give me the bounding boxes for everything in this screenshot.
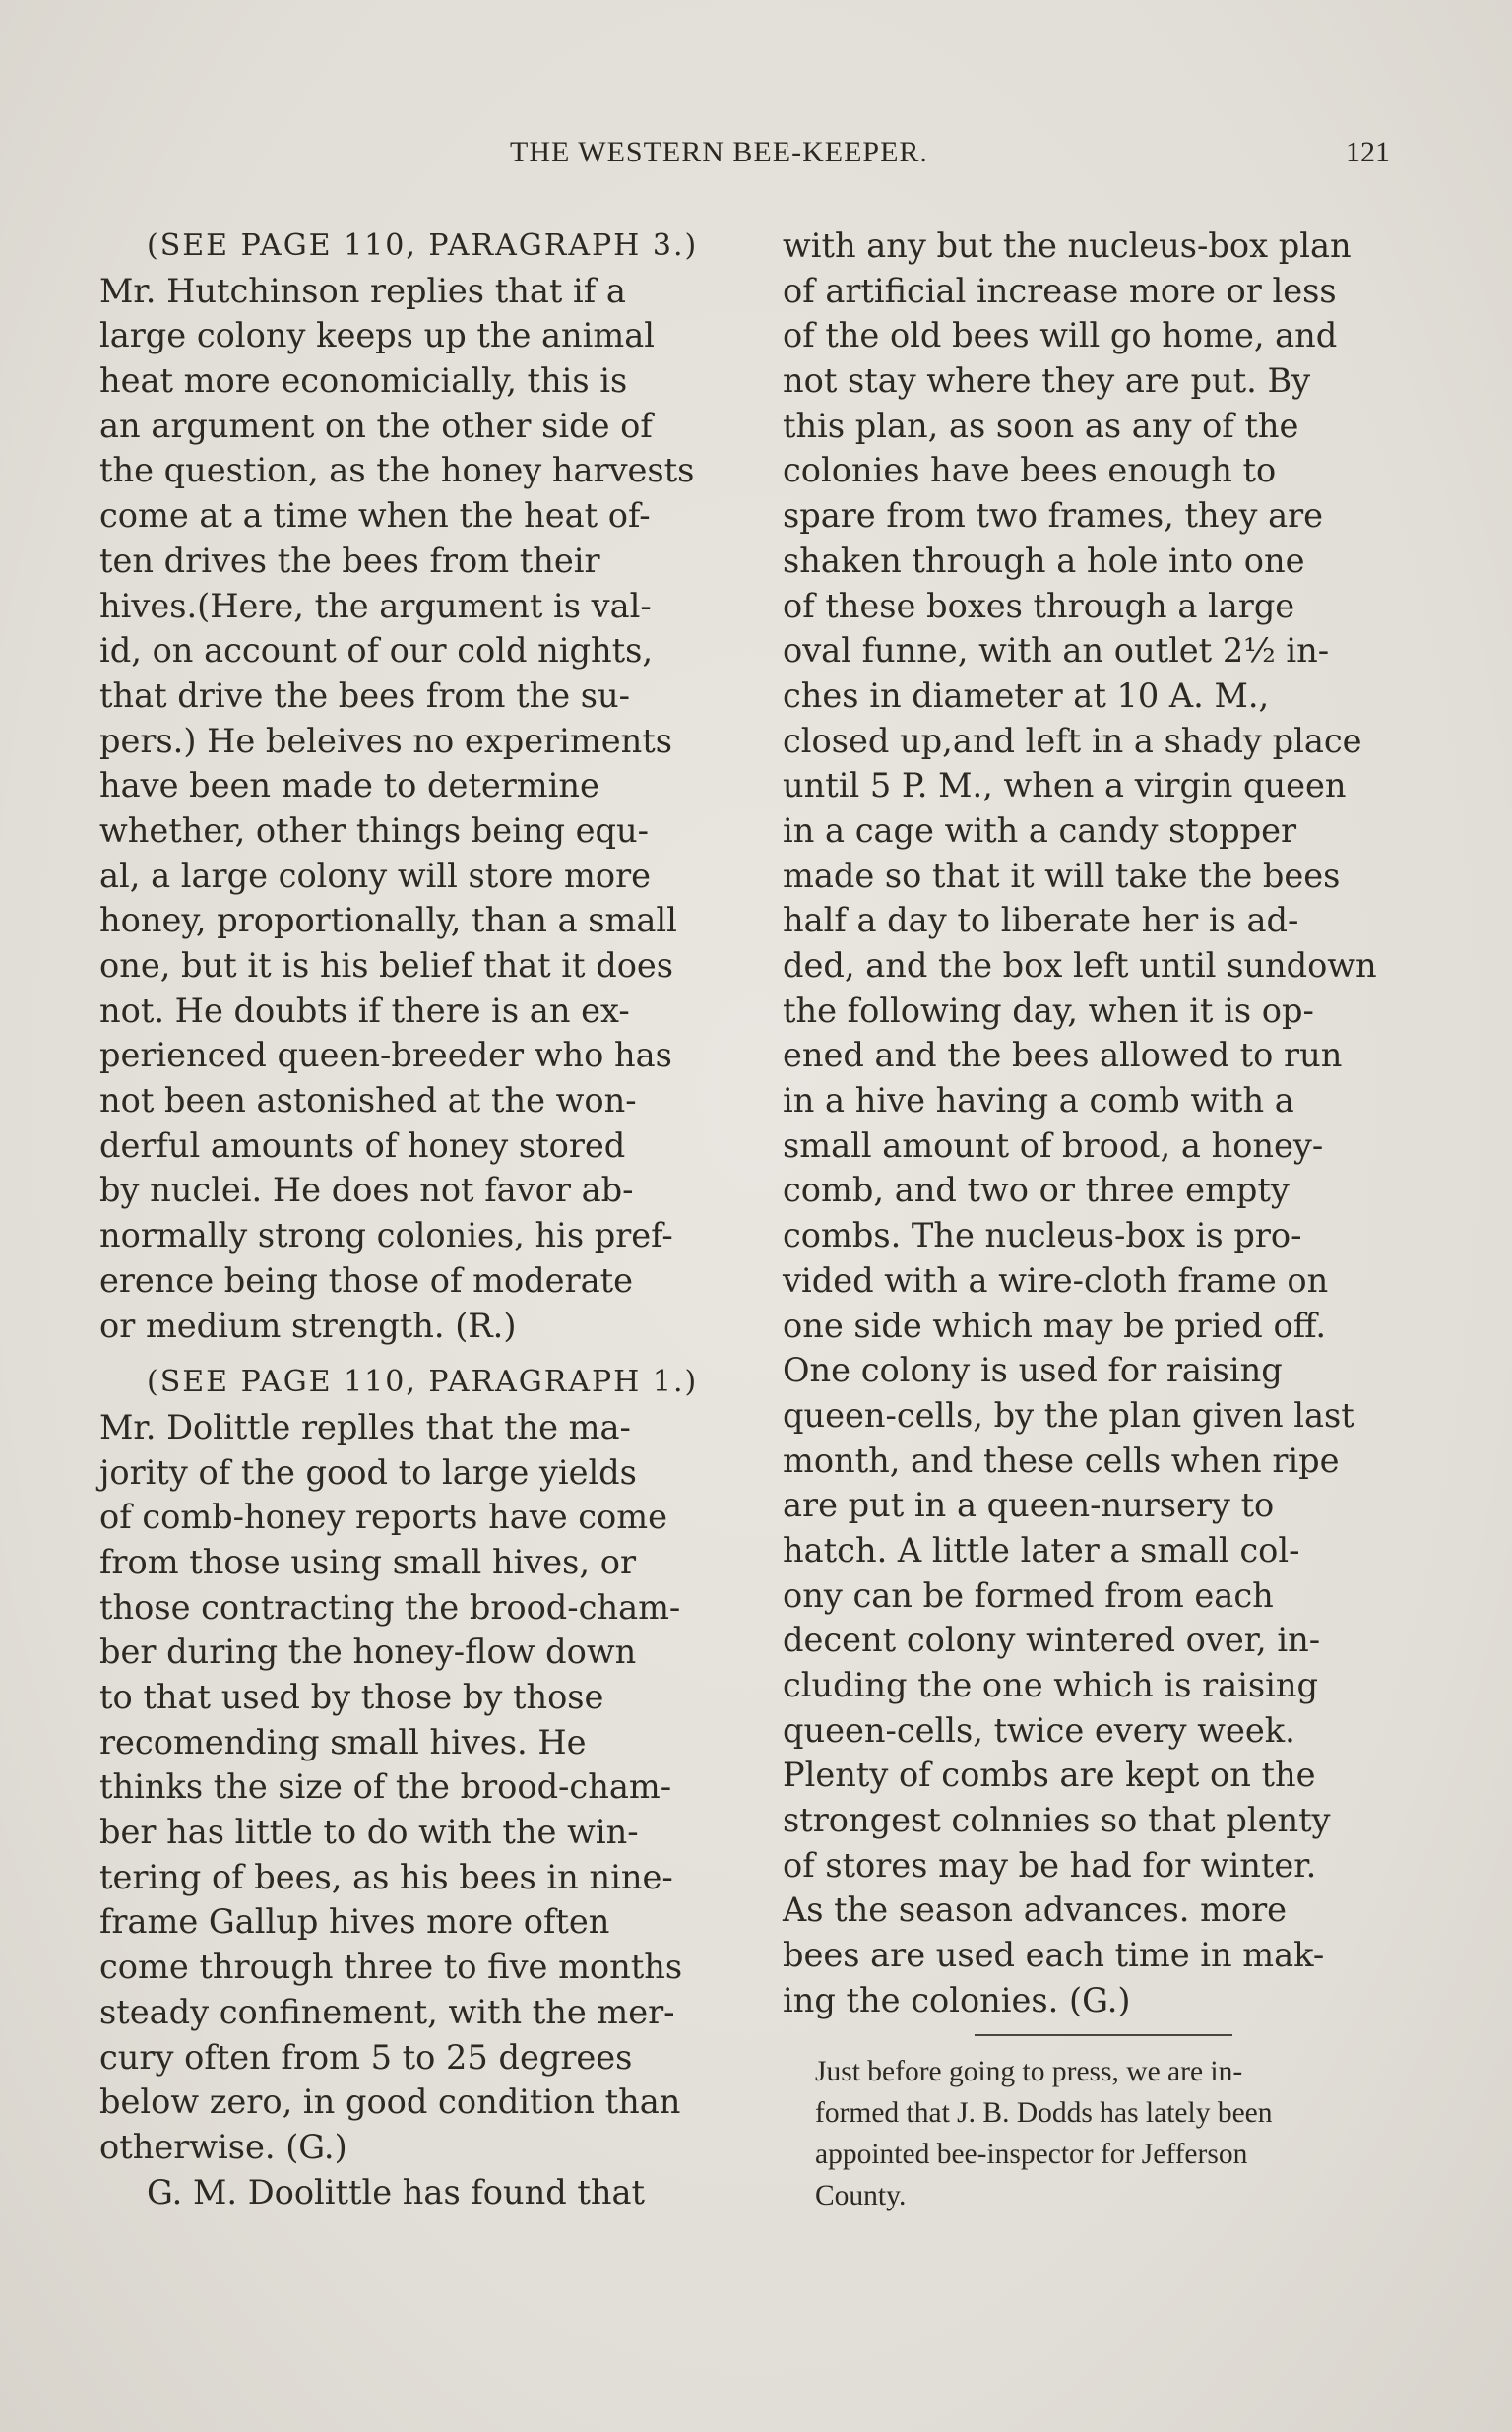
text-line: ened and the bees allowed to run [783, 1036, 1343, 1075]
text-line: month, and these cells when ripe [783, 1440, 1340, 1480]
text-line: G. M. Doolittle has found that [147, 2172, 646, 2211]
text-line: As the season advances. more [783, 1890, 1288, 1930]
text-line: until 5 P. M., when a virgin queen [783, 766, 1347, 805]
text-line: below zero, in good condition than [99, 2082, 681, 2122]
text-line: of the old bees will go home, and [783, 316, 1338, 355]
text-line: queen-cells, by the plan given last [783, 1395, 1354, 1435]
text-line: are put in a queen-nursery to [783, 1486, 1275, 1525]
text-line: tering of bees, as his bees in nine- [99, 1857, 673, 1896]
text-line: of comb-honey reports have come [99, 1498, 667, 1537]
text-line: queen-cells, twice every week. [783, 1710, 1295, 1750]
text-line: this plan, as soon as any of the [783, 406, 1299, 445]
note-line: County. [815, 2180, 907, 2211]
text-line: honey, proportionally, than a small [99, 901, 677, 940]
text-line: small amount of brood, a honey- [783, 1125, 1324, 1165]
text-line: combs. The nucleus-box is pro- [783, 1216, 1302, 1255]
text-line: in a cage with a candy stopper [783, 810, 1297, 850]
text-line: hatch. A little later a small col- [783, 1530, 1300, 1569]
section-heading: (SEE PAGE 110, PARAGRAPH 3.) [147, 228, 699, 263]
text-line: those contracting the brood-cham- [99, 1587, 681, 1627]
text-line: one side which may be pried off. [783, 1306, 1327, 1345]
text-line: an argument on the other side of [99, 406, 653, 445]
text-line: perienced queen-breeder who has [99, 1036, 672, 1075]
text-line: by nuclei. He does not favor ab- [99, 1171, 634, 1210]
text-line: closed up,and left in a shady place [783, 721, 1362, 760]
text-line: come through three to five months [99, 1948, 683, 1987]
text-line: have been made to determine [99, 766, 599, 805]
page-header [492, 130, 1408, 179]
text-line: to that used by those by those [99, 1678, 604, 1716]
text-line: made so that it will take the bees [783, 856, 1341, 895]
text-line: normally strong colonies, his pref- [99, 1216, 673, 1255]
text-line: decent colony wintered over, in- [783, 1621, 1321, 1660]
text-line: cluding the one which is raising [783, 1666, 1319, 1704]
text-line: from those using small hives, or [99, 1542, 637, 1581]
text-line: half a day to liberate her is ad- [783, 901, 1299, 940]
text-line: jority of the good to large yields [99, 1452, 637, 1492]
note-line: Just before going to press, we are in- [815, 2056, 1243, 2087]
text-line: ing the colonies. (G.) [783, 1980, 1131, 2019]
text-line: Mr. Dolittle replles that the ma- [99, 1407, 631, 1446]
text-line: hives.(Here, the argument is val- [99, 586, 652, 625]
text-line: frame Gallup hives more often [99, 1902, 610, 1942]
text-line: otherwise. (G.) [99, 2127, 347, 2166]
text-line: Mr. Hutchinson replies that if a [99, 271, 626, 310]
text-line: One colony is used for raising [783, 1351, 1283, 1390]
text-line: strongest colnnies so that plenty [783, 1801, 1331, 1840]
text-line: cury often from 5 to 25 degrees [99, 2037, 633, 2077]
page-number: 121 [1346, 136, 1390, 168]
note-line: formed that J. B. Dodds has lately been [815, 2097, 1273, 2129]
running-head: THE WESTERN BEE-KEEPER. [510, 136, 928, 168]
text-line: with any but the nucleus-box plan [783, 226, 1352, 265]
text-line: or medium strength. (R.) [99, 1306, 517, 1345]
text-line: one, but it is his belief that it does [99, 946, 674, 985]
text-line: ber has little to do with the win- [99, 1813, 639, 1852]
text-line: colonies have bees enough to [783, 451, 1277, 490]
right-column [783, 224, 1418, 2023]
text-line: oval funne, with an outlet 2½ in- [783, 631, 1330, 671]
text-line: not been astonished at the won- [99, 1081, 637, 1120]
text-line: not stay where they are put. By [783, 361, 1311, 401]
text-line: id, on account of our cold nights, [99, 631, 654, 671]
text-line: derful amounts of honey stored [99, 1125, 626, 1165]
text-line: comb, and two or three empty [783, 1171, 1290, 1210]
text-line: al, a large colony will store more [99, 856, 652, 895]
text-line: Plenty of combs are kept on the [783, 1756, 1316, 1795]
text-line: shaken through a hole into one [783, 541, 1305, 580]
text-line: heat more economicially, this is [99, 361, 628, 401]
text-line: bees are used each time in mak- [783, 1936, 1325, 1975]
text-line: ten drives the bees from their [99, 541, 600, 580]
section-divider [975, 2034, 1232, 2036]
note-line: appointed bee-inspector for Jefferson [815, 2139, 1248, 2170]
text-line: whether, other things being equ- [99, 810, 649, 850]
text-line: of stores may be had for winter. [783, 1845, 1317, 1885]
text-line: ded, and the box left until sundown [783, 946, 1377, 985]
press-note [815, 2051, 1425, 2216]
text-line: spare from two frames, they are [783, 496, 1324, 536]
text-line: thinks the size of the brood-cham- [99, 1767, 672, 1807]
text-line: vided with a wire-cloth frame on [783, 1260, 1329, 1300]
text-line: ches in diameter at 10 A. M., [783, 675, 1270, 715]
text-line: come at a time when the heat of- [99, 496, 651, 536]
text-line: that drive the bees from the su- [99, 675, 630, 715]
text-line: in a hive having a comb with a [783, 1081, 1294, 1120]
section-heading: (SEE PAGE 110, PARAGRAPH 1.) [147, 1365, 699, 1400]
text-line: the question, as the honey harvests [99, 451, 695, 490]
text-line: ber during the honey-flow down [99, 1632, 637, 1672]
text-line: of artificial increase more or less [783, 271, 1337, 310]
text-line: pers.) He beleives no experiments [99, 721, 672, 760]
text-line: ony can be formed from each [783, 1575, 1274, 1615]
text-line: steady confinement, with the mer- [99, 1992, 675, 2031]
text-line: recomending small hives. He [99, 1722, 587, 1761]
text-line: the following day, when it is op- [783, 991, 1314, 1030]
left-column [99, 224, 734, 2214]
text-line: large colony keeps up the animal [99, 316, 656, 355]
text-line: of these boxes through a large [783, 586, 1295, 625]
text-line: erence being those of moderate [99, 1260, 633, 1300]
text-line: not. He doubts if there is an ex- [99, 991, 630, 1030]
